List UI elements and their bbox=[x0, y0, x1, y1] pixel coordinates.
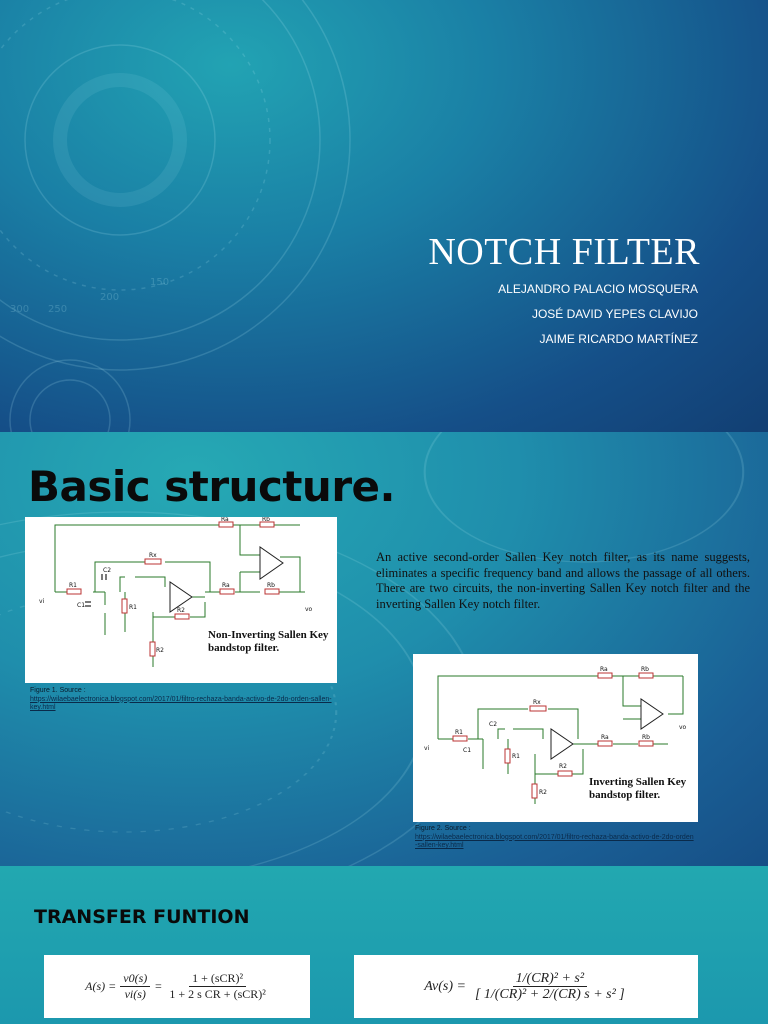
figure-1 bbox=[25, 517, 337, 683]
label-c1: C1 bbox=[463, 747, 472, 754]
slide-heading: Basic structure. bbox=[28, 462, 395, 511]
label-ra-top: Ra bbox=[600, 666, 608, 673]
author-2: JOSÉ DAVID YEPES CLAVIJO bbox=[531, 307, 698, 321]
title-slide bbox=[0, 0, 768, 432]
label-ra: Ra bbox=[222, 582, 230, 589]
figure-2-caption: Figure 2. Source : https://wilaebaelectronica.blogspot.com/2017/01/filtro-rechaza-banda-activo-de-2do-orden-sallen-key.html bbox=[415, 825, 694, 849]
figure-2-label: Inverting Sallen Key bandstop filter. bbox=[589, 776, 687, 801]
author-1: ALEJANDRO PALACIO MOSQUERA bbox=[498, 282, 698, 296]
label-vi: vi bbox=[424, 745, 430, 752]
eq1-ratio: $\frac{v0(s)}{vi(s)}$ bbox=[120, 971, 150, 1002]
transfer-function-slide bbox=[0, 866, 768, 1024]
label-r1: R1 bbox=[455, 729, 463, 736]
presentation-title: NOTCH FILTER bbox=[428, 231, 700, 273]
eq2-lhs: Av(s) = bbox=[424, 978, 466, 994]
svg-text:150: 150 bbox=[150, 277, 170, 288]
label-vi: vi bbox=[39, 598, 45, 605]
label-r2: R2 bbox=[559, 763, 567, 770]
svg-text:250: 250 bbox=[48, 304, 68, 315]
description-paragraph: An active second-order Sallen Key notch filter, as its name suggests, eliminates a specific frequency band and allows the passage of all others. There are two circuits, the non-inverting Sallen Key notch filter and the inverting Sallen Key notch filter. bbox=[376, 550, 750, 611]
equation-1: A(s) = $\frac{v0(s)}{vi(s)}$ = $\frac{\text{1 + (sCR)²}}{\text{1 + 2 s CR + (sCR)²}}$ bbox=[44, 955, 310, 1018]
figure-1-source-link[interactable]: https://wilaebaelectronica.blogspot.com/2017/01/filtro-rechaza-banda-activo-de-2do-orden-sallen-key.html bbox=[30, 695, 332, 711]
label-ra-top: Ra bbox=[221, 517, 229, 523]
label-r1: R1 bbox=[69, 582, 77, 589]
figure-1-label: Non-Inverting Sallen Key bandstop filter. bbox=[208, 629, 329, 654]
label-rb: Rb bbox=[642, 734, 650, 741]
figure-1-caption: Figure 1. Source : https://wilaebaelectronica.blogspot.com/2017/01/filtro-rechaza-banda-activo-de-2do-orden-sallen-key.html bbox=[30, 687, 335, 713]
figure-2-source-link[interactable]: https://wilaebaelectronica.blogspot.com/2017/01/filtro-rechaza-banda-activo-de-2do-orden-sallen-key.html bbox=[415, 833, 694, 849]
label-c2: C2 bbox=[489, 721, 498, 728]
svg-text:200: 200 bbox=[100, 292, 120, 303]
author-3: JAIME RICARDO MARTÍNEZ bbox=[539, 332, 698, 346]
label-r1b: R1 bbox=[129, 604, 137, 611]
eq1-lhs: A(s) = bbox=[85, 979, 117, 993]
circuit-diagram-non-inverting bbox=[25, 517, 337, 683]
label-rb: Rb bbox=[267, 582, 275, 589]
label-r2b: R2 bbox=[156, 647, 164, 654]
eq1-fraction: $\frac{\text{1 + (sCR)²}}{\text{1 + 2 s CR + (sCR)²}}$ bbox=[169, 971, 266, 1001]
basic-structure-slide bbox=[0, 432, 768, 866]
label-r1b: R1 bbox=[512, 753, 520, 760]
label-rx: Rx bbox=[149, 552, 157, 559]
eq2-fraction: $\frac{\text{1/(CR)² + s²}}{\text{[ 1/(CR)² + 2/(CR) s + s² ]}}$ bbox=[474, 971, 625, 1002]
label-vo: vo bbox=[305, 606, 313, 613]
background-decoration bbox=[0, 0, 768, 432]
figure-2 bbox=[413, 654, 698, 822]
label-rx: Rx bbox=[533, 699, 541, 706]
label-c1: C1 bbox=[77, 602, 86, 609]
label-rb-top: Rb bbox=[262, 517, 270, 523]
label-ra: Ra bbox=[601, 734, 609, 741]
equation-2 bbox=[354, 955, 698, 1018]
svg-text:300: 300 bbox=[10, 304, 30, 315]
label-c2: C2 bbox=[103, 567, 112, 574]
label-r2b: R2 bbox=[539, 789, 547, 796]
label-r2: R2 bbox=[177, 607, 185, 614]
slide-heading: TRANSFER FUNTION bbox=[34, 906, 250, 928]
label-vo: vo bbox=[679, 724, 687, 731]
label-rb-top: Rb bbox=[641, 666, 649, 673]
